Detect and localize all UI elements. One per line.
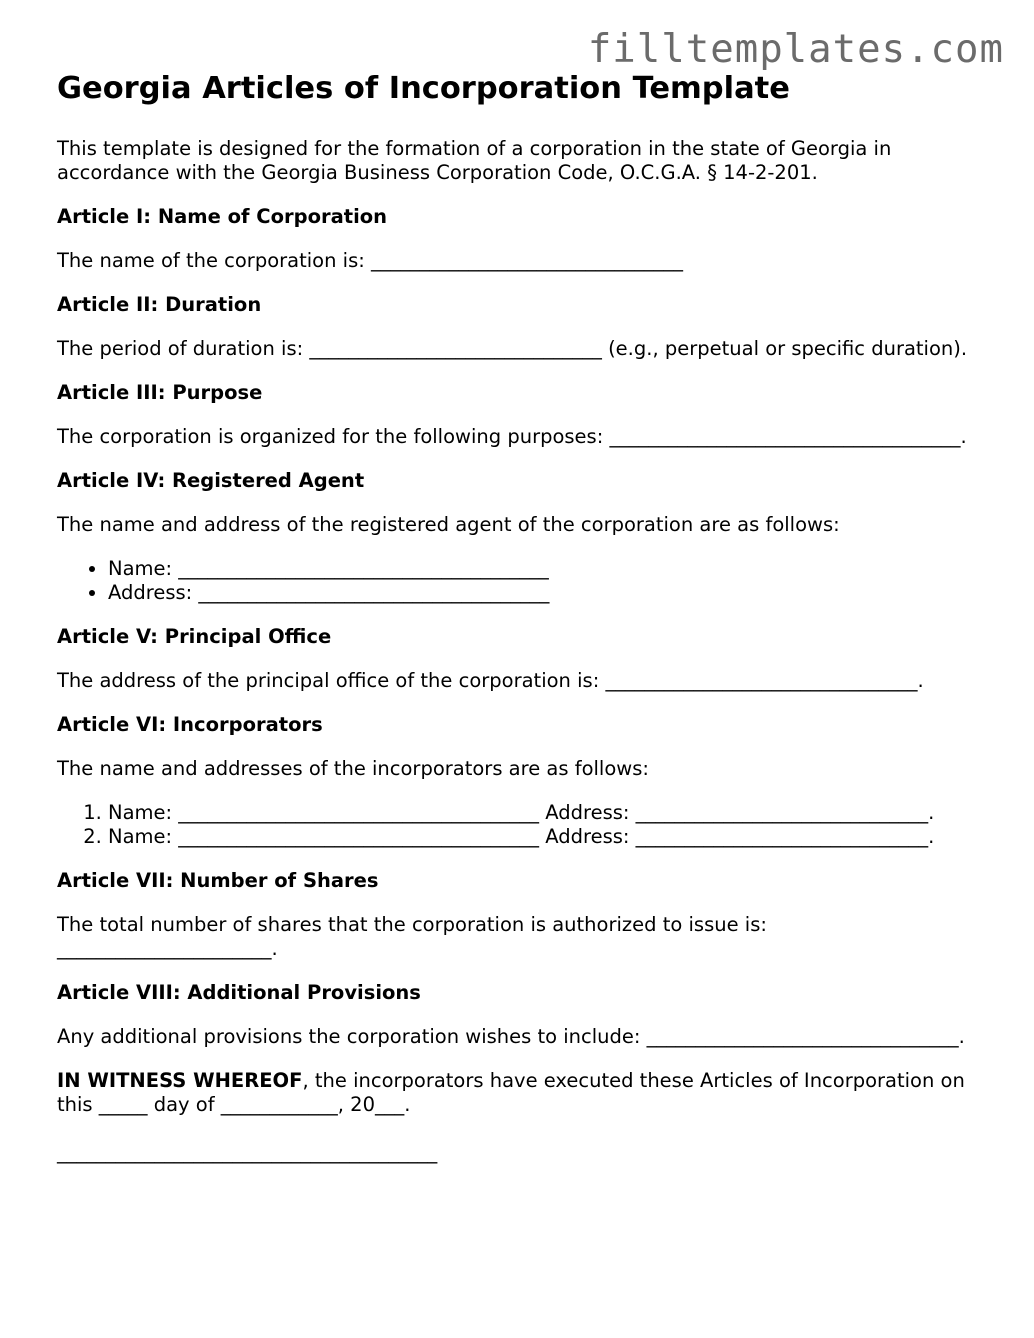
article7-heading: Article VII: Number of Shares: [57, 869, 379, 893]
registered-agent-list: [57, 557, 987, 605]
article8-text: Any additional provisions the corporation wishes to include: ________________________________.: [57, 1025, 965, 1049]
list-item: • Address: ____________________________________: [108, 581, 987, 605]
list-item: • Name: ______________________________________: [108, 557, 987, 581]
article3-text: The corporation is organized for the following purposes: ____________________________________.: [57, 425, 967, 449]
document-title: Georgia Articles of Incorporation Template: [57, 71, 790, 106]
witness-text: , the incorporators have executed these Articles of Incorporation on this _____ day of ____________, 20___.: [57, 1069, 965, 1117]
article1-text: The name of the corporation is: ________________________________: [57, 249, 683, 273]
article7-text: The total number of shares that the corporation is authorized to issue is: ______________________.: [57, 913, 767, 961]
article2-heading: Article II: Duration: [57, 293, 262, 317]
watermark: filltemplates.com: [587, 27, 1004, 72]
article1-heading: Article I: Name of Corporation: [57, 205, 388, 229]
article6-text: The name and addresses of the incorporators are as follows:: [57, 757, 649, 781]
incorporators-list: [57, 801, 987, 849]
list-item: 1. Name: _____________________________________ Address: ______________________________.: [108, 801, 987, 825]
article5-text: The address of the principal office of the corporation is: ________________________________.: [57, 669, 924, 693]
document-page: [57, 70, 987, 1165]
intro-paragraph: This template is designed for the formation of a corporation in the state of Georgia in accordance with the Georgia Business Corporation Code, O.C.G.A. § 14-2-201.: [57, 137, 892, 185]
article4-text: The name and address of the registered agent of the corporation are as follows:: [57, 513, 840, 537]
list-item: 2. Name: _____________________________________ Address: ______________________________.: [108, 825, 987, 849]
signature-line: _______________________________________: [57, 1141, 438, 1165]
article4-heading: Article IV: Registered Agent: [57, 469, 365, 493]
article2-text: The period of duration is: ______________________________ (e.g., perpetual or specific duration).: [57, 337, 968, 361]
article3-heading: Article III: Purpose: [57, 381, 263, 405]
article6-heading: Article VI: Incorporators: [57, 713, 323, 737]
article5-heading: Article V: Principal Office: [57, 625, 332, 649]
witness-bold: IN WITNESS WHEREOF: [57, 1069, 303, 1093]
witness-paragraph: [57, 1069, 987, 1117]
article8-heading: Article VIII: Additional Provisions: [57, 981, 421, 1005]
